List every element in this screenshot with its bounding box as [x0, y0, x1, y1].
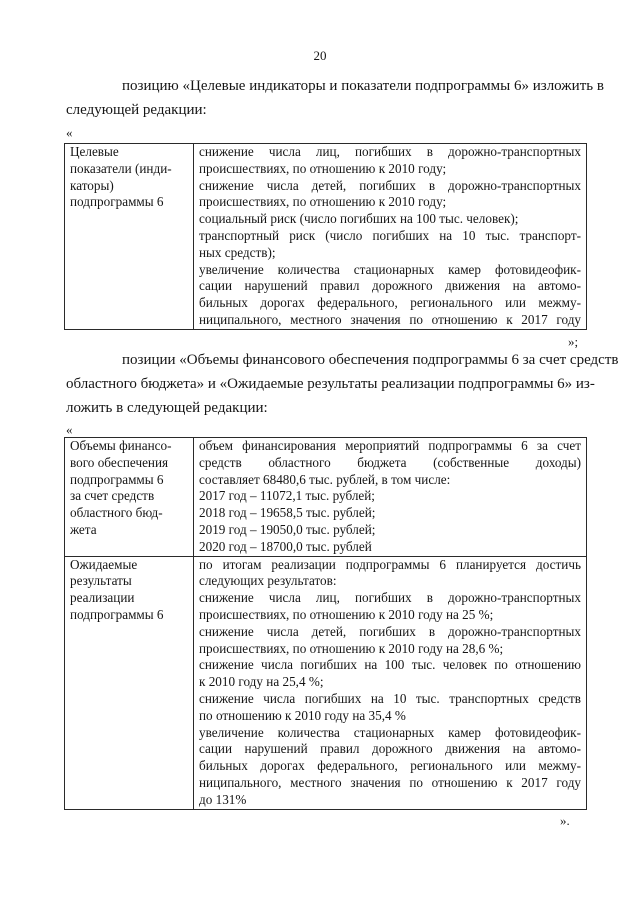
close-quote-2: ». — [560, 813, 570, 828]
cell-line: показатели (инди- — [70, 160, 172, 176]
cell-line: сации нарушений правил дорожного движения на автомо- — [199, 278, 581, 294]
results-content-cell — [194, 556, 587, 809]
cell-line: по отношению к 2010 году на 35,4 % — [199, 707, 406, 723]
cell-line: реализации — [70, 590, 135, 606]
cell-line: транспортный риск (число погибших на 10 тыс. транспорт- — [199, 227, 581, 243]
cell-line: вого обеспечения — [70, 454, 169, 470]
financing-label-cell — [65, 438, 194, 557]
cell-line: ниципального, местного значения по отношению к 2017 году — [199, 774, 581, 790]
cell-line: снижение числа погибших на 100 тыс. человек по отношению — [199, 657, 581, 673]
close-quote-1: »; — [568, 334, 579, 349]
cell-line: Объемы финансо- — [70, 438, 172, 453]
intro1-line: следующей редакции: — [66, 102, 207, 118]
page-number: 20 — [313, 48, 327, 63]
financing-content-cell — [194, 438, 587, 557]
table-row — [65, 438, 587, 557]
cell-line: по итогам реализации подпрограммы 6 планируется достичь — [199, 556, 581, 572]
cell-line: следующих результатов: — [199, 573, 337, 589]
cell-line: социальный риск (число погибших на 100 тыс. человек); — [199, 211, 519, 227]
cell-line: происшествиях, по отношению к 2010 году; — [199, 160, 447, 176]
cell-line: увеличение количества стационарных камер фотовидеофик- — [199, 261, 581, 277]
cell-line: снижение числа лиц, погибших в дорожно-транспортных — [199, 144, 581, 159]
table-row — [65, 144, 587, 330]
results-label-cell — [65, 556, 194, 809]
cell-line: снижение числа лиц, погибших в дорожно-транспортных — [199, 590, 581, 606]
intro2-line: ложить в следующей редакции: — [66, 400, 268, 416]
cell-line: до 131% — [199, 791, 247, 807]
cell-line: увеличение количества стационарных камер фотовидеофик- — [199, 724, 581, 740]
cell-line: 2017 год – 11072,1 тыс. рублей; — [199, 488, 375, 504]
table-row — [65, 556, 587, 809]
cell-line: 2019 год – 19050,0 тыс. рублей; — [199, 521, 376, 537]
open-quote-2: « — [66, 422, 73, 437]
intro2-line: областного бюджета» и «Ожидаемые результаты реализации подпрограммы 6» из- — [66, 376, 595, 392]
cell-line: 2018 год – 19658,5 тыс. рублей; — [199, 505, 376, 521]
cell-line: ниципального, местного значения по отношению к 2017 году — [199, 311, 581, 327]
cell-line: каторы) — [70, 177, 114, 193]
cell-line: происшествиях, по отношению к 2010 году; — [199, 194, 447, 210]
cell-line: результаты — [70, 573, 132, 589]
cell-line: средств областного бюджета (собственные доходы) — [199, 454, 581, 470]
cell-line: Целевые — [70, 144, 119, 159]
indicators-content-cell — [194, 144, 587, 330]
open-quote-1: « — [66, 125, 73, 140]
cell-line: объем финансирования мероприятий подпрограммы 6 за счет — [199, 438, 581, 453]
cell-line: подпрограммы 6 — [70, 606, 164, 622]
cell-line: происшествиях, по отношению к 2010 году на 25 %; — [199, 606, 494, 622]
cell-line: подпрограммы 6 — [70, 471, 164, 487]
cell-line: подпрограммы 6 — [70, 194, 164, 210]
cell-line: к 2010 году на 25,4 %; — [199, 674, 324, 690]
cell-line: Ожидаемые — [70, 556, 138, 572]
cell-line: сации нарушений правил дорожного движения на автомо- — [199, 741, 581, 757]
financing-results-table — [64, 437, 587, 810]
intro-paragraph-2 — [66, 348, 619, 420]
cell-line: происшествиях, по отношению к 2010 году на 28,6 %; — [199, 640, 504, 656]
intro-paragraph-1 — [66, 74, 604, 122]
cell-line: снижение числа детей, погибших в дорожно-транспортных — [199, 623, 581, 639]
cell-line: областного бюд- — [70, 505, 163, 521]
cell-line: жета — [70, 521, 97, 537]
cell-line: 2020 год – 18700,0 тыс. рублей — [199, 538, 372, 554]
cell-line: за счет средств — [70, 488, 155, 504]
intro2-line: позиции «Объемы финансового обеспечения подпрограммы 6 за счет средств — [122, 352, 619, 368]
indicators-label-cell — [65, 144, 194, 330]
cell-line: снижение числа детей, погибших в дорожно-транспортных — [199, 177, 581, 193]
cell-line: бильных дорогах федерального, регионального или межму- — [199, 758, 581, 774]
cell-line: составляет 68480,6 тыс. рублей, в том числе: — [199, 471, 451, 487]
cell-line: бильных дорогах федерального, регионального или межму- — [199, 295, 581, 311]
cell-line: ных средств); — [199, 244, 276, 260]
target-indicators-table — [64, 143, 587, 330]
cell-line: снижение числа погибших на 10 тыс. транспортных средств — [199, 690, 581, 706]
intro1-line: позицию «Целевые индикаторы и показатели подпрограммы 6» изложить в — [122, 78, 604, 94]
